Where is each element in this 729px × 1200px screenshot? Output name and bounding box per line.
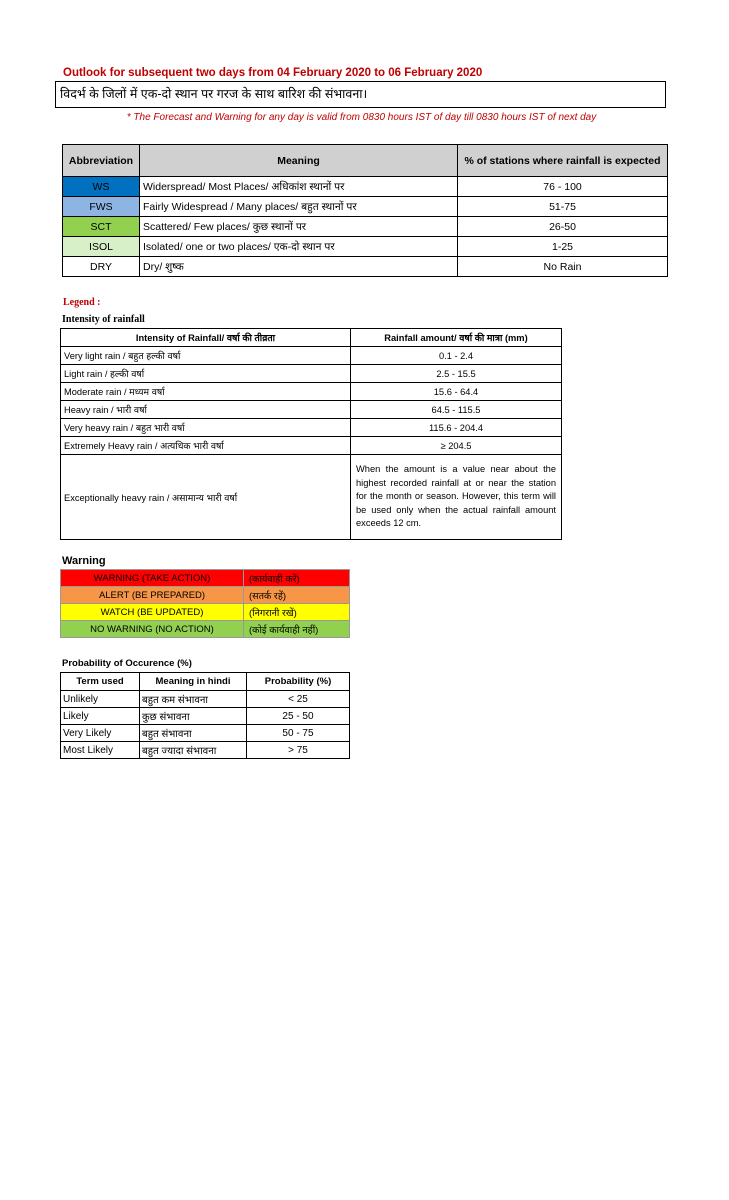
legend-label: Legend : <box>63 297 101 308</box>
intensity-name: Light rain / हल्की वर्षा <box>61 365 351 383</box>
hindi-cell: कुछ संभावना <box>140 708 247 725</box>
intensity-amount: ≥ 204.5 <box>351 437 562 455</box>
header-term: Term used <box>61 673 140 691</box>
table-header-row <box>63 145 668 177</box>
intensity-amount: 0.1 - 2.4 <box>351 347 562 365</box>
warning-hindi: (कार्यवाही करें) <box>244 570 350 587</box>
table-row <box>63 177 668 197</box>
intensity-table <box>60 328 562 540</box>
table-row <box>61 742 350 759</box>
warning-row <box>61 587 350 604</box>
intensity-name: Moderate rain / मध्यम वर्षा <box>61 383 351 401</box>
table-row <box>61 401 562 419</box>
percent-cell: No Rain <box>458 257 668 277</box>
warning-english: WATCH (BE UPDATED) <box>61 604 244 621</box>
exceptional-name: Exceptionally heavy rain / असामान्य भारी वर्षा <box>61 455 351 540</box>
outlook-title: Outlook for subsequent two days from 04 February 2020 to 06 February 2020 <box>63 67 483 79</box>
meaning-cell: Scattered/ Few places/ कुछ स्थानों पर <box>140 217 458 237</box>
exceptional-description: When the amount is a value near about the highest recorded rainfall at or near the station for the month or season. However, this term will be used only when the actual rainfall amount exceeds 12 cm. <box>351 455 562 540</box>
table-row <box>61 437 562 455</box>
probability-table <box>60 672 350 759</box>
table-row <box>63 197 668 217</box>
abbr-cell: SCT <box>63 217 140 237</box>
intensity-amount: 64.5 - 115.5 <box>351 401 562 419</box>
table-row <box>61 455 562 540</box>
meaning-cell: Isolated/ one or two places/ एक-दो स्थान पर <box>140 237 458 257</box>
table-row <box>61 419 562 437</box>
intensity-amount: 2.5 - 15.5 <box>351 365 562 383</box>
header-meaning: Meaning <box>140 145 458 177</box>
intensity-amount: 15.6 - 64.4 <box>351 383 562 401</box>
header-amount: Rainfall amount/ वर्षा की मात्रा (mm) <box>351 329 562 347</box>
table-row <box>61 365 562 383</box>
header-abbreviation: Abbreviation <box>63 145 140 177</box>
hindi-cell: बहुत ज्यादा संभावना <box>140 742 247 759</box>
term-cell: Most Likely <box>61 742 140 759</box>
warning-label: Warning <box>62 555 106 567</box>
warning-english: WARNING (TAKE ACTION) <box>61 570 244 587</box>
probability-cell: > 75 <box>247 742 350 759</box>
probability-cell: 25 - 50 <box>247 708 350 725</box>
intensity-amount: 115.6 - 204.4 <box>351 419 562 437</box>
table-row <box>61 691 350 708</box>
warning-hindi: (कोई कार्यवाही नहीं) <box>244 621 350 638</box>
table-row <box>63 257 668 277</box>
term-cell: Likely <box>61 708 140 725</box>
abbreviation-table <box>62 144 668 277</box>
probability-cell: < 25 <box>247 691 350 708</box>
intensity-name: Very heavy rain / बहुत भारी वर्षा <box>61 419 351 437</box>
intensity-label: Intensity of rainfall <box>62 314 145 325</box>
abbr-cell: FWS <box>63 197 140 217</box>
intensity-name: Extremely Heavy rain / अत्यधिक भारी वर्षा <box>61 437 351 455</box>
table-row <box>61 383 562 401</box>
warning-hindi: (निगरानी रखें) <box>244 604 350 621</box>
table-row <box>63 217 668 237</box>
table-row <box>63 237 668 257</box>
warning-english: NO WARNING (NO ACTION) <box>61 621 244 638</box>
validity-note: * The Forecast and Warning for any day is valid from 0830 hours IST of day till 0830 hours IST of next day <box>126 112 597 123</box>
hindi-cell: बहुत संभावना <box>140 725 247 742</box>
percent-cell: 76 - 100 <box>458 177 668 197</box>
term-cell: Unlikely <box>61 691 140 708</box>
header-probability: Probability (%) <box>247 673 350 691</box>
warning-row <box>61 621 350 638</box>
meaning-cell: Dry/ शुष्क <box>140 257 458 277</box>
header-intensity: Intensity of Rainfall/ वर्षा की तीव्रता <box>61 329 351 347</box>
table-header-row <box>61 673 350 691</box>
term-cell: Very Likely <box>61 725 140 742</box>
warning-row <box>61 604 350 621</box>
percent-cell: 1-25 <box>458 237 668 257</box>
meaning-cell: Widerspread/ Most Places/ अधिकांश स्थानों पर <box>140 177 458 197</box>
header-hindi: Meaning in hindi <box>140 673 247 691</box>
warning-hindi: (सतर्क रहें) <box>244 587 350 604</box>
abbr-cell: DRY <box>63 257 140 277</box>
warning-table <box>60 569 350 638</box>
table-row <box>61 725 350 742</box>
abbr-cell: WS <box>63 177 140 197</box>
meaning-cell: Fairly Widespread / Many places/ बहुत स्थानों पर <box>140 197 458 217</box>
warning-row <box>61 570 350 587</box>
intensity-name: Heavy rain / भारी वर्षा <box>61 401 351 419</box>
header-percent: % of stations where rainfall is expected <box>458 145 668 177</box>
probability-cell: 50 - 75 <box>247 725 350 742</box>
abbr-cell: ISOL <box>63 237 140 257</box>
hindi-summary: विदर्भ के जिलों में एक-दो स्थान पर गरज के साथ बारिश की संभावना। <box>55 81 666 108</box>
table-row <box>61 347 562 365</box>
percent-cell: 26-50 <box>458 217 668 237</box>
probability-label: Probability of Occurence (%) <box>62 658 192 669</box>
percent-cell: 51-75 <box>458 197 668 217</box>
intensity-name: Very light rain / बहुत हल्की वर्षा <box>61 347 351 365</box>
hindi-cell: बहुत कम संभावना <box>140 691 247 708</box>
table-header-row <box>61 329 562 347</box>
table-row <box>61 708 350 725</box>
warning-english: ALERT (BE PREPARED) <box>61 587 244 604</box>
